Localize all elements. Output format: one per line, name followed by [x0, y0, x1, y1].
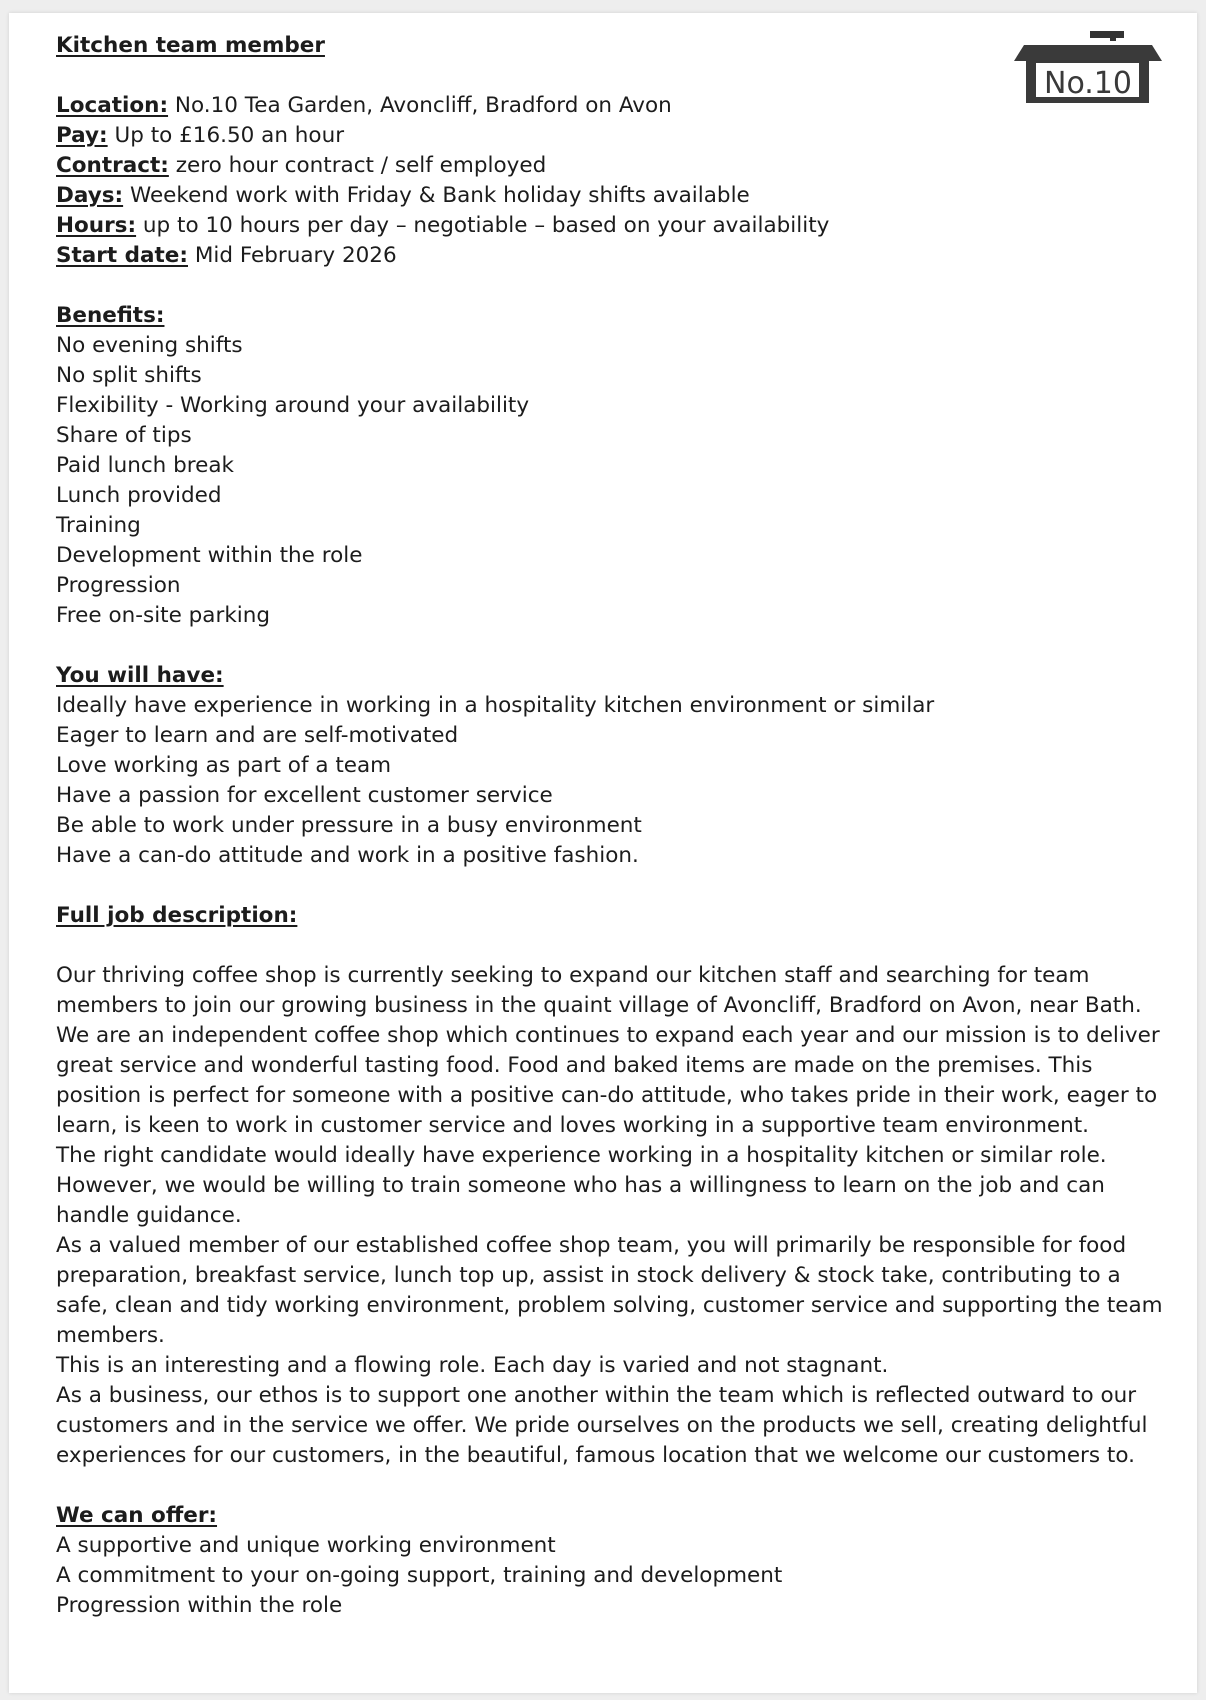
you-will-have-list: [56, 691, 1166, 871]
detail-start-date: Start date: Mid February 2026: [56, 243, 397, 268]
list-item: Flexibility - Working around your availability: [56, 393, 530, 418]
full-description-heading: Full job description:: [56, 903, 298, 928]
detail-contract: Contract: zero hour contract / self employed: [56, 153, 547, 178]
list-item: Training: [56, 513, 141, 538]
list-item: A commitment to your on-going support, training and development: [56, 1563, 783, 1588]
benefits-list: [56, 331, 1166, 631]
list-item: Ideally have experience in working in a hospitality kitchen environment or similar: [56, 693, 935, 718]
list-item: Have a can-do attitude and work in a positive fashion.: [56, 843, 639, 868]
description-paragraph: The right candidate would ideally have experience working in a hospitality kitchen or similar role. However, we would be willing to train someone who has a willingness to learn on the job and can handle guidance.: [56, 1143, 1107, 1228]
list-item: Be able to work under pressure in a busy environment: [56, 813, 642, 838]
list-item: A supportive and unique working environment: [56, 1533, 556, 1558]
list-item: Share of tips: [56, 423, 192, 448]
list-item: Have a passion for excellent customer service: [56, 783, 553, 808]
detail-days: Days: Weekend work with Friday & Bank holiday shifts available: [56, 183, 750, 208]
detail-pay: Pay: Up to £16.50 an hour: [56, 123, 345, 148]
benefits-heading: Benefits:: [56, 303, 165, 328]
you-will-have-heading: You will have:: [56, 663, 224, 688]
list-item: Lunch provided: [56, 483, 222, 508]
we-can-offer-list: [56, 1531, 1166, 1621]
job-details: [56, 91, 1166, 271]
description-paragraph: Our thriving coffee shop is currently seeking to expand our kitchen staff and searching for team members to join our growing business in the quaint village of Avoncliff, Bradford on Avon, near Bath. We are an independent coffee shop which continues to expand each year and our mission is to deliver great service and wonderful tasting food. Food and baked items are made on the premises. This position is perfect for someone with a positive can-do attitude, who takes pride in their work, eager to learn, is keen to work in customer service and loves working in a supportive team environment.: [56, 963, 1160, 1138]
list-item: Progression: [56, 573, 181, 598]
we-can-offer-heading: We can offer:: [56, 1503, 218, 1528]
list-item: Free on-site parking: [56, 603, 271, 628]
description-paragraph: This is an interesting and a flowing role. Each day is varied and not stagnant.: [56, 1353, 889, 1378]
job-title: Kitchen team member: [56, 33, 325, 58]
list-item: Eager to learn and are self-motivated: [56, 723, 459, 748]
description-paragraph: As a valued member of our established coffee shop team, you will primarily be responsible for food preparation, breakfast service, lunch top up, assist in stock delivery & stock take, contributing to a safe, clean and tidy working environment, problem solving, customer service and supporting the team members.: [56, 1233, 1163, 1348]
list-item: Progression within the role: [56, 1593, 343, 1618]
list-item: No evening shifts: [56, 333, 243, 358]
description-paragraph: As a business, our ethos is to support one another within the team which is reflected outward to our customers and in the service we offer. We pride ourselves on the products we sell, creating delightful experiences for our customers, in the beautiful, famous location that we welcome our customers to.: [56, 1383, 1148, 1468]
list-item: Paid lunch break: [56, 453, 235, 478]
list-item: Development within the role: [56, 543, 363, 568]
document-page: [9, 13, 1197, 1693]
job-posting: [56, 31, 1166, 1621]
list-item: Love working as part of a team: [56, 753, 392, 778]
detail-location: Location: No.10 Tea Garden, Avoncliff, Bradford on Avon: [56, 93, 672, 118]
list-item: No split shifts: [56, 363, 202, 388]
detail-hours: Hours: up to 10 hours per day – negotiable – based on your availability: [56, 213, 830, 238]
full-description-body: [56, 961, 1166, 1471]
logo-text: No.10: [1044, 66, 1132, 101]
